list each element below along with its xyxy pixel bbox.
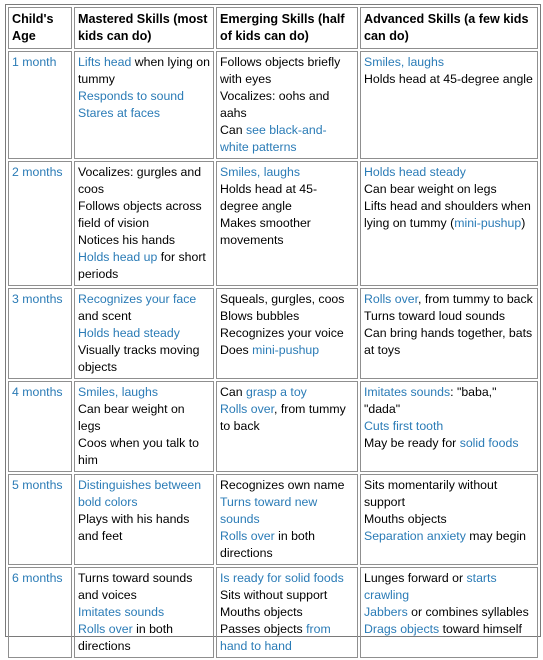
skill-text: Blows bubbles <box>220 309 300 323</box>
age-cell: 4 months <box>8 381 72 472</box>
skill-text: in both directions <box>78 622 174 653</box>
skill-link[interactable]: Rolls over <box>220 402 274 416</box>
skill-link[interactable]: grasp a toy <box>245 385 307 399</box>
skill-line <box>220 181 354 215</box>
header-advanced: Advanced Skills (a few kids can do) <box>360 7 538 49</box>
skill-text: Vocalizes: oohs and aahs <box>220 89 330 120</box>
mastered-skills-cell <box>74 381 214 472</box>
skill-line <box>220 325 354 342</box>
skill-text: Mouths objects <box>220 605 303 619</box>
skill-text: May be ready for <box>364 436 460 450</box>
advanced-skills-cell <box>360 51 538 159</box>
skill-link[interactable]: starts crawling <box>364 571 497 602</box>
age-cell: 3 months <box>8 288 72 379</box>
skill-text: Holds head at 45-degree angle <box>364 72 533 86</box>
advanced-skills-cell <box>360 567 538 658</box>
skill-link[interactable]: mini-pushup <box>454 216 522 230</box>
skill-text: Follows objects briefly with eyes <box>220 55 341 86</box>
skill-text: Turns toward loud sounds <box>364 309 506 323</box>
skill-text: Mouths objects <box>364 512 447 526</box>
skill-line <box>78 88 210 105</box>
skill-link[interactable]: Distinguishes between bold colors <box>78 478 202 509</box>
skill-line <box>364 384 534 418</box>
advanced-skills-cell <box>360 381 538 472</box>
emerging-skills-cell <box>216 161 358 286</box>
skill-line <box>78 477 210 511</box>
skill-text: or combines syllables <box>407 605 529 619</box>
skill-line <box>364 164 534 181</box>
skill-line <box>364 54 534 71</box>
emerging-skills-cell <box>216 288 358 379</box>
skill-text: Plays with his hands and feet <box>78 512 190 543</box>
skill-line <box>364 291 534 308</box>
skill-text: Lunges forward or <box>364 571 467 585</box>
header-age: Child's Age <box>8 7 72 49</box>
skill-link[interactable]: Cuts first tooth <box>364 419 444 433</box>
skill-text: Sits without support <box>220 588 328 602</box>
skill-link[interactable]: Rolls over <box>364 292 418 306</box>
skill-line <box>78 325 210 342</box>
skill-link[interactable]: Smiles, laughs <box>220 165 300 179</box>
skill-link[interactable]: Imitates sounds <box>364 385 451 399</box>
skill-link[interactable]: Separation anxiety <box>364 529 466 543</box>
skill-text: Squeals, gurgles, coos <box>220 292 345 306</box>
skill-text: when lying on tummy <box>78 55 210 86</box>
skill-text: Recognizes your voice <box>220 326 344 340</box>
skill-text: Coos when you talk to him <box>78 436 199 467</box>
skill-line <box>364 181 534 198</box>
skill-line <box>78 164 210 198</box>
skill-line <box>78 54 210 88</box>
table-row <box>8 161 538 286</box>
skill-link[interactable]: Holds head up <box>78 250 158 264</box>
skill-line <box>78 401 210 435</box>
table-row <box>8 51 538 159</box>
skill-line <box>78 384 210 401</box>
skill-text: Makes smoother movements <box>220 216 311 247</box>
skill-link[interactable]: Jabbers <box>364 605 408 619</box>
skill-line <box>78 621 210 655</box>
emerging-skills-cell <box>216 474 358 565</box>
skill-text: for short periods <box>78 250 206 281</box>
skill-line <box>78 511 210 545</box>
mastered-skills-cell <box>74 567 214 658</box>
skill-link[interactable]: Holds head steady <box>364 165 466 179</box>
skill-line <box>364 71 534 88</box>
skill-link[interactable]: solid foods <box>459 436 519 450</box>
skill-link[interactable]: mini-pushup <box>252 343 320 357</box>
skill-text: , from tummy to back <box>220 402 346 433</box>
skill-line <box>364 621 534 638</box>
table-body <box>8 51 538 658</box>
age-cell: 5 months <box>8 474 72 565</box>
emerging-skills-cell <box>216 381 358 472</box>
age-cell: 6 months <box>8 567 72 658</box>
skill-line <box>364 528 534 545</box>
skill-link[interactable]: Drags objects <box>364 622 440 636</box>
skill-text: ) <box>521 216 526 230</box>
skill-text: : "baba," "dada" <box>364 385 497 416</box>
skill-text: Holds head at 45-degree angle <box>220 182 318 213</box>
skill-line <box>220 384 354 401</box>
table-row <box>8 381 538 472</box>
skill-link[interactable]: see black-and-white patterns <box>220 123 327 154</box>
skill-text: Turns toward sounds and voices <box>78 571 193 602</box>
skill-text: Follows objects across field of vision <box>78 199 202 230</box>
skill-line <box>364 570 534 604</box>
skill-link[interactable]: from hand to hand <box>220 622 331 653</box>
header-row <box>8 7 538 49</box>
skill-line <box>220 215 354 249</box>
header-emerging: Emerging Skills (half of kids can do) <box>216 7 358 49</box>
milestones-table-container <box>5 4 541 653</box>
skill-line <box>364 435 534 452</box>
skill-text: Can bear weight on legs <box>364 182 497 196</box>
skill-text: Vocalizes: gurgles and coos <box>78 165 202 196</box>
skill-text: Visually tracks moving objects <box>78 343 200 374</box>
skill-line <box>78 198 210 232</box>
skill-link[interactable]: Lifts head <box>78 55 132 69</box>
skill-text: Does <box>220 343 253 357</box>
skill-line <box>220 342 354 359</box>
skill-line <box>220 164 354 181</box>
skill-line <box>364 308 534 325</box>
skill-line <box>78 604 210 621</box>
skill-line <box>364 511 534 528</box>
milestones-table <box>6 5 540 660</box>
skill-text: may begin <box>465 529 527 543</box>
skill-link[interactable]: Recognizes your face <box>78 292 197 306</box>
emerging-skills-cell <box>216 567 358 658</box>
skill-text: Lifts head and shoulders when lying on tummy ( <box>364 199 531 230</box>
skill-line <box>364 325 534 359</box>
skill-link[interactable]: Is ready for solid foods <box>220 571 344 585</box>
skill-link[interactable]: Rolls over <box>220 529 275 543</box>
header-mastered: Mastered Skills (most kids can do) <box>74 7 214 49</box>
skill-line <box>364 604 534 621</box>
skill-link[interactable]: Imitates sounds <box>78 605 165 619</box>
skill-text: Can bring hands together, bats at toys <box>364 326 533 357</box>
table-row <box>8 474 538 565</box>
skill-line <box>220 528 354 562</box>
skill-line <box>220 122 354 156</box>
skill-text: Notices his hands <box>78 233 176 247</box>
skill-line <box>220 587 354 604</box>
table-row <box>8 288 538 379</box>
skill-line <box>220 494 354 528</box>
skill-text: in both directions <box>220 529 316 560</box>
skill-line <box>78 291 210 325</box>
skill-link[interactable]: Responds to sound <box>78 89 184 103</box>
skill-line <box>220 401 354 435</box>
skill-text: Recognizes own name <box>220 478 345 492</box>
advanced-skills-cell <box>360 161 538 286</box>
skill-text: Passes objects <box>220 622 307 636</box>
mastered-skills-cell <box>74 51 214 159</box>
skill-link[interactable]: Smiles, laughs <box>78 385 158 399</box>
skill-line <box>78 570 210 604</box>
skill-link[interactable]: Smiles, laughs <box>364 55 444 69</box>
skill-line <box>220 570 354 587</box>
skill-line <box>78 249 210 283</box>
age-cell: 2 months <box>8 161 72 286</box>
skill-text: Can <box>220 385 246 399</box>
skill-line <box>220 477 354 494</box>
skill-line <box>78 232 210 249</box>
skill-line <box>364 418 534 435</box>
skill-line <box>220 621 354 655</box>
skill-text: Can bear weight on legs <box>78 402 185 433</box>
skill-text: Sits momentarily without support <box>364 478 498 509</box>
skill-link[interactable]: Rolls over <box>78 622 133 636</box>
table-row <box>8 567 538 658</box>
skill-link[interactable]: Turns toward new sounds <box>220 495 318 526</box>
skill-line <box>364 477 534 511</box>
skill-line <box>220 308 354 325</box>
advanced-skills-cell <box>360 474 538 565</box>
skill-line <box>220 54 354 88</box>
advanced-skills-cell <box>360 288 538 379</box>
skill-link[interactable]: Holds head steady <box>78 326 180 340</box>
emerging-skills-cell <box>216 51 358 159</box>
skill-line <box>78 105 210 122</box>
age-cell: 1 month <box>8 51 72 159</box>
skill-line <box>220 291 354 308</box>
skill-text: toward himself <box>439 622 522 636</box>
skill-text: and scent <box>78 309 132 323</box>
mastered-skills-cell <box>74 474 214 565</box>
mastered-skills-cell <box>74 288 214 379</box>
skill-line <box>78 342 210 376</box>
skill-line <box>78 435 210 469</box>
mastered-skills-cell <box>74 161 214 286</box>
skill-text: Can <box>220 123 246 137</box>
skill-line <box>220 88 354 122</box>
skill-line <box>220 604 354 621</box>
skill-line <box>364 198 534 232</box>
skill-link[interactable]: Stares at faces <box>78 106 161 120</box>
skill-text: , from tummy to back <box>418 292 533 306</box>
